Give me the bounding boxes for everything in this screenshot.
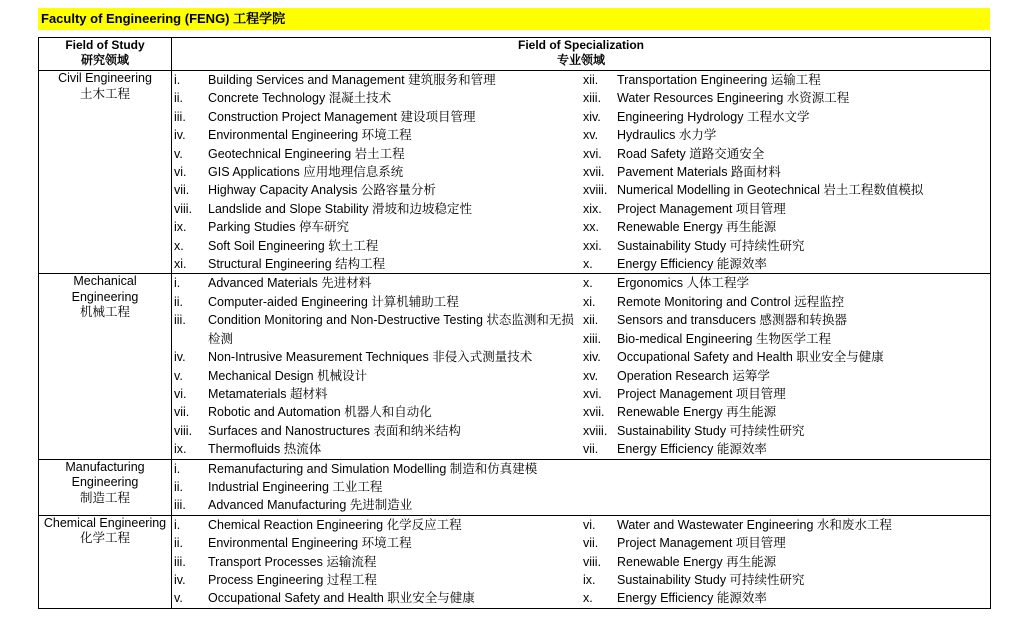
list-item [581,422,990,440]
list-item [172,348,581,366]
item-number: v. [174,146,183,161]
field-of-study-cell [39,71,172,274]
list-item [581,440,990,458]
item-text: Advanced Manufacturing 先进制造业 [208,498,413,513]
item-text: Geotechnical Engineering 岩土工程 [208,146,405,161]
list-item [581,163,990,181]
list-item [172,89,581,107]
field-of-study-header [39,38,172,71]
field-of-study-cell [39,459,172,515]
list-item [172,460,581,478]
table-row [39,459,991,515]
item-number: xii. [583,313,599,328]
specialization-column-left [172,516,581,608]
item-text: Energy Efficiency 能源效率 [617,591,767,606]
item-text: Thermofluids 热流体 [208,442,322,457]
item-text: Bio-medical Engineering 生物医学工程 [617,331,831,346]
item-number: ix. [583,572,596,587]
list-item [581,534,990,552]
item-text: Process Engineering 过程工程 [208,572,377,587]
item-text: Surfaces and Nanostructures 表面和纳米结构 [208,423,461,438]
item-text: GIS Applications 应用地理信息系统 [208,165,404,180]
list-item [581,293,990,311]
list-item [581,553,990,571]
item-number: x. [583,276,593,291]
item-text: Project Management 项目管理 [617,536,786,551]
list-item [581,218,990,236]
list-item [172,181,581,199]
item-text: Soft Soil Engineering 软土工程 [208,238,379,253]
item-number: iv. [174,572,186,587]
specialization-column-left [172,71,581,273]
item-number: vi. [174,386,187,401]
list-item [581,348,990,366]
item-text: Transportation Engineering 运输工程 [617,73,821,87]
list-item [581,145,990,163]
specialization-column-right [581,516,990,608]
table-row [39,515,991,608]
item-text: Renewable Energy 再生能源 [617,220,777,235]
list-item [172,385,581,403]
list-item [172,293,581,311]
item-number: ix. [174,220,187,235]
item-text: Remote Monitoring and Control 远程监控 [617,294,845,309]
list-item [172,367,581,385]
item-number: xiii. [583,331,602,346]
item-number: xvii. [583,405,605,420]
item-text: Parking Studies 停车研究 [208,220,350,235]
item-number: i. [174,517,181,532]
item-number: iv. [174,350,186,365]
item-text: Operation Research 运筹学 [617,368,770,383]
item-text: Remanufacturing and Simulation Modelling 制造和仿真建模 [208,461,538,476]
list-item [581,571,990,589]
field-name: Civil Engineering [58,71,152,85]
specialization-list [172,460,990,515]
item-text: Structural Engineering 结构工程 [208,257,386,272]
item-text: Renewable Energy 再生能源 [617,554,777,569]
item-number: vii. [583,536,599,551]
item-text: Numerical Modelling in Geotechnical 岩土工程数值模拟 [617,183,924,198]
list-item [581,200,990,218]
item-number: iii. [174,498,186,513]
item-number: i. [174,276,181,291]
item-text: Computer-aided Engineering 计算机辅助工程 [208,294,459,309]
item-text: Occupational Safety and Health 职业安全与健康 [617,350,884,365]
item-number: vi. [583,517,596,532]
item-text: Robotic and Automation 机器人和自动化 [208,405,432,420]
item-number: v. [174,368,183,383]
list-item [172,126,581,144]
item-number: xiv. [583,350,601,365]
field-name: Manufacturing Engineering [65,459,145,490]
item-number: i. [174,73,181,87]
item-text: Project Management 项目管理 [617,201,786,216]
field-of-study-label: Field of Study [65,38,145,52]
list-item [172,255,581,273]
item-text: Condition Monitoring and Non-Destructive Testing 状态监测和无损检测 [208,313,574,346]
item-number: iii. [174,554,186,569]
item-number: viii. [174,423,193,438]
item-text: Transport Processes 运输流程 [208,554,377,569]
list-item [581,237,990,255]
list-item [581,71,990,89]
specialization-cell [172,515,991,608]
list-item [172,422,581,440]
list-item [581,589,990,607]
item-number: i. [174,461,181,476]
item-number: xi. [583,294,596,309]
item-number: xvi. [583,146,602,161]
list-item [172,108,581,126]
table-header-row [39,38,991,71]
item-number: xviii. [583,423,608,438]
item-text: Chemical Reaction Engineering 化学反应工程 [208,517,462,532]
item-number: x. [174,238,184,253]
field-name-cn: 土木工程 [79,86,130,101]
item-text: Environmental Engineering 环境工程 [208,536,412,551]
specialization-column-right [581,460,990,515]
item-number: iii. [174,313,186,328]
field-name: Mechanical Engineering [71,274,139,304]
item-number: xix. [583,201,602,216]
list-item [581,181,990,199]
item-number: v. [174,591,183,606]
item-text: Environmental Engineering 环境工程 [208,128,412,143]
item-text: Landslide and Slope Stability 滑坡和边坡稳定性 [208,201,473,216]
field-of-study-label-cn: 研究领域 [80,53,129,67]
list-item [172,145,581,163]
item-text: Metamaterials 超材料 [208,386,328,401]
item-number: viii. [174,201,193,216]
list-item [172,71,581,89]
specialization-list [172,71,990,273]
item-number: vi. [174,165,187,180]
item-text: Non-Intrusive Measurement Techniques 非侵入式测量技术 [208,350,533,365]
list-item [581,108,990,126]
field-name-cn: 制造工程 [79,490,130,505]
item-text: Occupational Safety and Health 职业安全与健康 [208,591,475,606]
list-item [172,478,581,496]
list-item [581,311,990,329]
faculty-title: Faculty of Engineering (FENG) 工程学院 [38,8,990,30]
specialization-table [38,37,991,609]
item-text: Ergonomics 人体工程学 [617,276,749,291]
specialization-cell [172,274,991,459]
item-number: vii. [174,183,190,198]
list-item [581,126,990,144]
list-item [172,589,581,607]
list-item [581,274,990,292]
list-item [581,367,990,385]
item-number: xxi. [583,238,602,253]
list-item [581,89,990,107]
item-text: Project Management 项目管理 [617,386,786,401]
item-text: Industrial Engineering 工业工程 [208,479,383,494]
item-text: Water Resources Engineering 水资源工程 [617,91,850,106]
item-number: xv. [583,128,599,143]
list-item [172,274,581,292]
item-number: ii. [174,294,184,309]
item-number: xi. [174,257,187,272]
item-number: xii. [583,73,599,87]
field-of-study-cell [39,274,172,459]
item-number: vii. [583,442,599,457]
item-text: Hydraulics 水力学 [617,128,717,143]
field-of-specialization-label: Field of Specialization [517,38,645,52]
field-of-study-cell [39,515,172,608]
item-number: x. [583,257,593,272]
field-of-specialization-label-cn: 专业领域 [556,53,605,67]
item-text: Construction Project Management 建设项目管理 [208,109,476,124]
list-item [581,385,990,403]
item-number: xviii. [583,183,608,198]
list-item [581,403,990,421]
list-item [172,163,581,181]
field-name: Chemical Engineering [43,515,167,530]
specialization-column-left [172,274,581,458]
item-text: Advanced Materials 先进材料 [208,276,372,291]
item-text: Building Services and Management 建筑服务和管理 [208,73,496,87]
field-name-cn: 化学工程 [79,531,130,546]
list-item [172,496,581,514]
item-number: xx. [583,220,599,235]
item-number: viii. [583,554,602,569]
list-item [172,200,581,218]
item-text: Sensors and transducers 感测器和转换器 [617,313,847,328]
item-number: ix. [174,442,187,457]
item-number: ii. [174,536,184,551]
field-name-cn: 机械工程 [79,305,130,320]
item-number: xiv. [583,109,601,124]
item-text: Engineering Hydrology 工程水文学 [617,109,810,124]
table-row [39,71,991,274]
item-text: Water and Wastewater Engineering 水和废水工程 [617,517,892,532]
item-text: Concrete Technology 混凝土技术 [208,91,392,106]
item-text: Pavement Materials 路面材料 [617,165,781,180]
specialization-column-right [581,274,990,458]
list-item [172,516,581,534]
table-row [39,274,991,459]
item-number: iii. [174,109,186,124]
specialization-cell [172,459,991,515]
field-of-specialization-header [172,38,991,71]
item-text: Sustainability Study 可持续性研究 [617,572,805,587]
list-item [172,534,581,552]
specialization-list [172,516,990,608]
item-text: Sustainability Study 可持续性研究 [617,423,805,438]
list-item [172,440,581,458]
list-item [581,516,990,534]
item-number: xv. [583,368,599,383]
specialization-cell [172,71,991,274]
list-item [172,311,581,348]
list-item [172,237,581,255]
item-text: Sustainability Study 可持续性研究 [617,238,805,253]
item-text: Renewable Energy 再生能源 [617,405,777,420]
list-item [172,218,581,236]
item-number: xvi. [583,386,602,401]
list-item [172,571,581,589]
item-number: x. [583,591,593,606]
item-number: ii. [174,479,184,494]
list-item [581,255,990,273]
item-text: Energy Efficiency 能源效率 [617,442,767,457]
specialization-column-right [581,71,990,273]
item-text: Highway Capacity Analysis 公路容量分析 [208,183,436,198]
item-number: xvii. [583,165,605,180]
list-item [172,553,581,571]
item-number: xiii. [583,91,602,106]
specialization-list [172,274,990,458]
item-text: Energy Efficiency 能源效率 [617,257,767,272]
item-number: vii. [174,405,190,420]
item-number: iv. [174,128,186,143]
item-text: Road Safety 道路交通安全 [617,146,765,161]
list-item [581,330,990,348]
item-number: ii. [174,91,184,106]
item-text: Mechanical Design 机械设计 [208,368,368,383]
specialization-column-left [172,460,581,515]
list-item [172,403,581,421]
